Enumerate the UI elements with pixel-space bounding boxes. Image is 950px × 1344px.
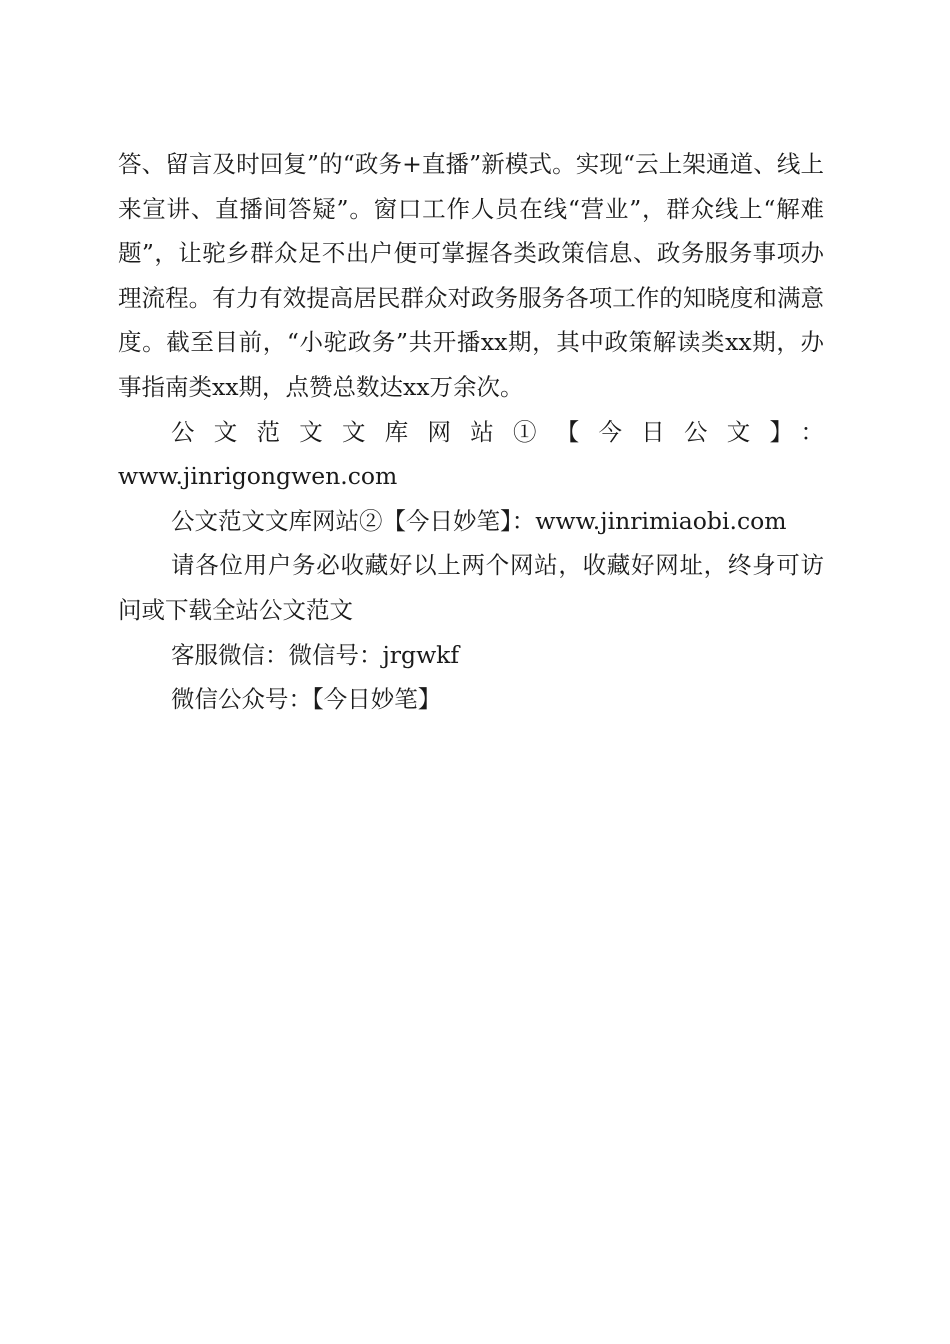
website-2-line: 公文范文文库网站②【今日妙笔】：www.jinrimiaobi.com [171, 506, 787, 535]
bookmark-notice: 请各位用户务必收藏好以上两个网站，收藏好网址，终身可访问或下载全站公文范文 [118, 551, 824, 624]
website-1-label: 公文范文文库网站①【今日公文】： [171, 417, 824, 446]
wechat-official-account: 微信公众号：【今日妙笔】 [171, 685, 442, 714]
website-1-url: www.jinrigongwen.com [118, 462, 398, 491]
document-body [118, 142, 824, 722]
customer-service-wechat: 客服微信：微信号：jrgwkf [171, 640, 460, 669]
body-paragraph: 答、留言及时回复”的“政务+直播”新模式。实现“云上架通道、线上来宣讲、直播间答疑”。窗口工作人员在线“营业”，群众线上“解难题”，让驼乡群众足不出户便可掌握各类政策信息、政务服务事项办理流程。有力有效提高居民群众对政务服务各项工作的知晓度和满意度。截至目前，“小驼政务”共开播xx期，其中政策解读类xx期，办事指南类xx期，点赞总数达xx万余次。 [118, 150, 824, 401]
